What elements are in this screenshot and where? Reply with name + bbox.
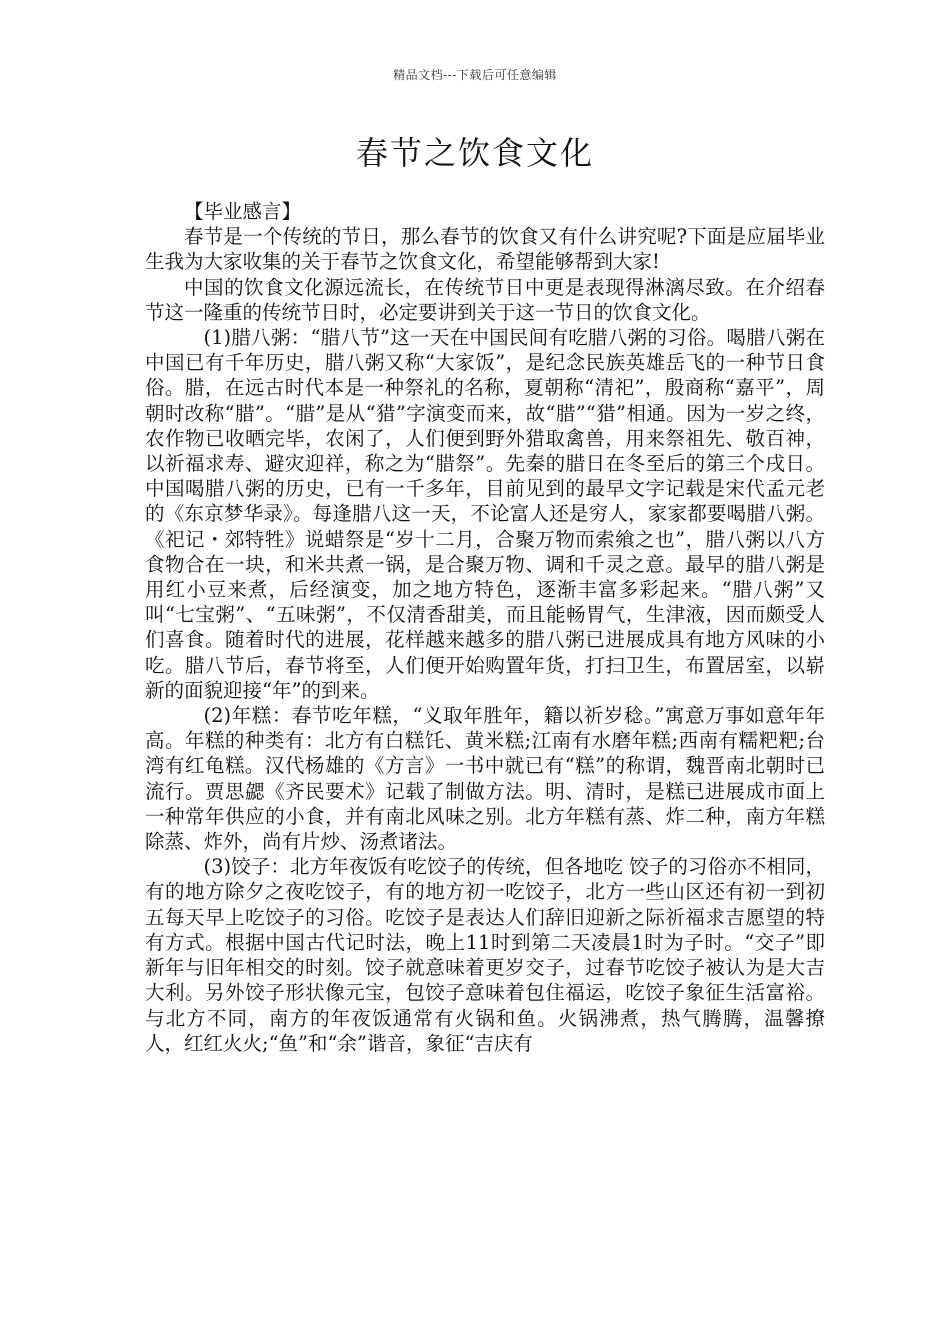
dumplings-paragraph: (3)饺子：北方年夜饭有吃饺子的传统，但各地吃 饺子的习俗亦不相同，有的地方除夕之夜吃饺子，有的地方初一吃饺子，北方一些山区还有初一到初五每天早上吃饺子的习俗。吃饺子是表达人们辞旧迎新之际祈福求吉愿望的特有方式。根据中国古代记时法，晚上11时到第二天凌晨1时为子时。“交子”即新年与旧年相交的时刻。饺子就意味着更岁交子，过春节吃饺子被认为是大吉大利。另外饺子形状像元宝，包饺子意味着包住福运，吃饺子象征生活富裕。与北方不同，南方的年夜饭通常有火锅和鱼。火锅沸煮，热气腾腾，温馨撩人，红红火火;“鱼”和“余”谐音，象征“吉庆有 — [145, 855, 825, 1055]
nian-gao-paragraph: (2)年糕：春节吃年糕，“义取年胜年，籍以祈岁稔。”寓意万事如意年年高。年糕的种类有：北方有白糕饦、黄米糕;江南有水磨年糕;西南有糯粑粑;台湾有红龟糕。汉代杨雄的《方言》一书中就已有“糕”的称谓，魏晋南北朝时已流行。贾思勰《齐民要术》记载了制做方法。明、清时，是糕已进展成市面上一种常年供应的小食，并有南北风味之别。北方年糕有蒸、炸二种，南方年糕除蒸、炸外，尚有片炒、汤煮诸法。 — [145, 704, 825, 854]
section-heading: 【毕业感言】 — [184, 200, 302, 223]
document-body — [145, 199, 825, 1056]
intro-paragraph: 春节是一个传统的节日，那么春节的饮食又有什么讲究呢?下面是应届毕业生我为大家收集的关于春节之饮食文化，希望能够帮到大家! — [145, 225, 825, 274]
overview-paragraph: 中国的饮食文化源远流长，在传统节日中更是表现得淋漓尽致。在介绍春节这一隆重的传统节日时，必定要讲到关于这一节日的饮食文化。 — [145, 275, 825, 324]
laba-porridge-paragraph: (1)腊八粥：“腊八节”这一天在中国民间有吃腊八粥的习俗。喝腊八粥在中国已有千年历史，腊八粥又称“大家饭”，是纪念民族英雄岳飞的一种节日食俗。腊，在远古时代本是一种祭礼的名称，夏朝称“清祀”，殷商称“嘉平”，周朝时改称“腊”。“腊”是从“猎”字演变而来，故“腊”“猎”相通。因为一岁之终，农作物已收晒完毕，农闲了，人们便到野外猎取禽兽，用来祭祖先、敬百神，以祈福求寿、避灾迎祥，称之为“腊祭”。先秦的腊日在冬至后的第三个戌日。中国喝腊八粥的历史，已有一千多年，目前见到的最早文字记载是宋代孟元老的《东京梦华录》。每逢腊八这一天，不论富人还是穷人，家家都要喝腊八粥。《祀记・郊特牲》说蜡祭是“岁十二月，合聚万物而索飨之也”，腊八粥以八方食物合在一块，和米共煮一锅，是合聚万物、调和千灵之意。最早的腊八粥是用红小豆来煮，后经演变，加之地方特色，逐渐丰富多彩起来。“腊八粥”又叫“七宝粥”、“五味粥”，不仅清香甜美，而且能畅胃气，生津液，因而颇受人们喜食。随着时代的进展，花样越来越多的腊八粥已进展成具有地方风味的小吃。腊八节后，春节将至，人们便开始购置年货，打扫卫生，布置居室，以崭新的面貌迎接“年”的到来。 — [145, 326, 825, 702]
document-title: 春节之饮食文化 — [355, 134, 594, 172]
header-note: 精品文档---下载后可任意编辑 — [393, 68, 557, 82]
